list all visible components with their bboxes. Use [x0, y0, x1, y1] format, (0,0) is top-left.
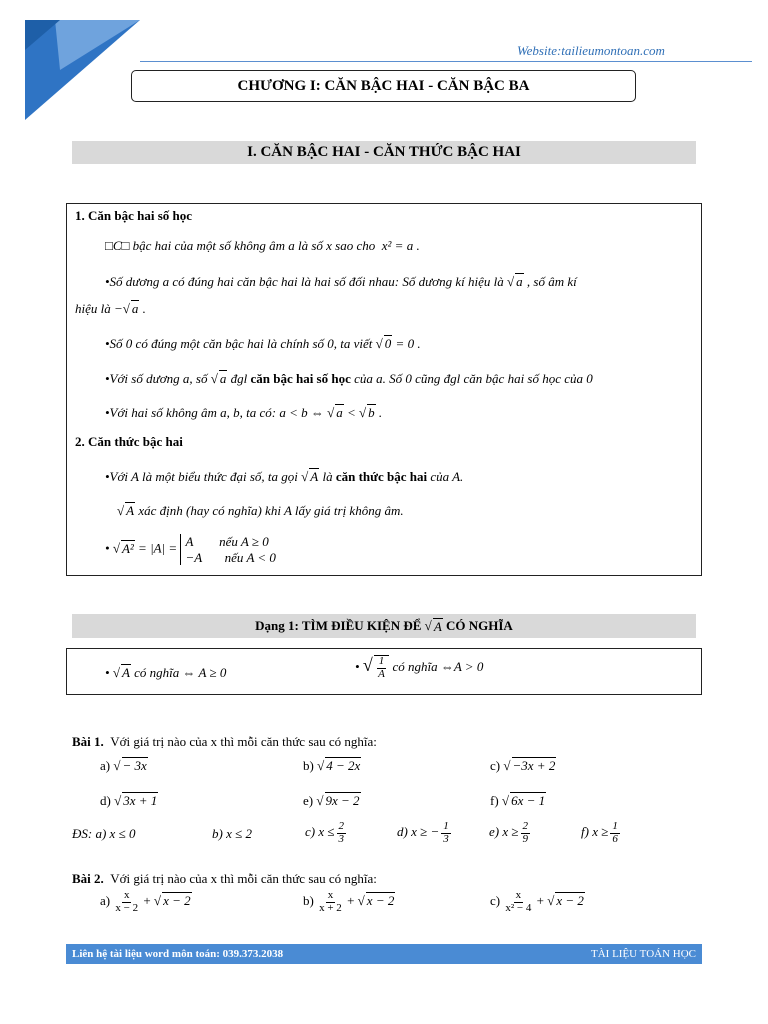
two-roots-line: •Số dương a có đúng hai căn bậc hai là hai số đối nhau: Số dương kí hiệu là √ a , số âm kí	[105, 274, 577, 289]
exercise-1-item: b) √ 4 − 2x	[303, 758, 361, 773]
footer-contact: Liên hệ tài liệu word môn toán: 039.373.2038	[72, 948, 284, 960]
exercise-1-item: d) √ 3x + 1	[100, 793, 158, 808]
condition-2: • √ $\frac{1}{A}$ có nghĩa ⇔A > 0	[355, 655, 484, 680]
heading-radical: 2. Căn thức bậc hai	[75, 434, 183, 449]
exercise-2-item: a) $\frac{x}{x - 2}$ + √ x − 2	[100, 889, 191, 914]
radical-def-line: •Với A là một biểu thức đại số, ta gọi √ A là căn thức bậc hai của A.	[105, 469, 464, 484]
domain-line: √ A xác định (hay có nghĩa) khi A lấy giá trị không âm.	[117, 503, 404, 518]
answer-f: f) x ≥ $\frac{1}{6}$	[581, 820, 618, 845]
two-roots-line-cont: hiệu là −√ a .	[75, 301, 146, 316]
answer-c: c) x ≤ $\frac{2}{3}$	[305, 820, 345, 845]
chapter-title: CHƯƠNG I: CĂN BẬC HAI - CĂN BẬC BA	[131, 70, 636, 102]
answer-e: e) x ≥ $\frac{2}{9}$	[489, 820, 529, 845]
condition-box	[66, 648, 702, 695]
answer-b: b) x ≤ 2	[212, 826, 252, 841]
type1-title: Dạng 1: TÌM ĐIỀU KIỆN ĐỂ √ A CÓ NGHĨA	[72, 614, 696, 638]
theory-box	[66, 203, 702, 576]
heading-square-root: 1. Căn bậc hai số học	[75, 208, 193, 223]
website-link[interactable]: Website:tailieumontoan.com	[517, 43, 665, 58]
exercise-2-item: b) $\frac{x}{x + 2}$ + √ x − 2	[303, 889, 395, 914]
corner-decoration	[0, 0, 140, 120]
answer-d: d) x ≥ − $\frac{1}{3}$	[397, 820, 449, 845]
exercise-1-title: Bài 1. Với giá trị nào của x thì mỗi căn thức sau có nghĩa:	[72, 734, 377, 749]
abs-identity-line: • √ A² = |A| = A nếu A ≥ 0 −A nếu A < 0	[105, 534, 276, 565]
definition-line: □C□ bậc hai của một số không âm a là số x sao cho x² = a .	[105, 238, 420, 253]
header-rule	[140, 61, 752, 62]
exercise-1-item: f) √ 6x − 1	[490, 793, 546, 808]
footer-brand: TÀI LIỆU TOÁN HỌC	[591, 948, 696, 960]
exercise-1-item: e) √ 9x − 2	[303, 793, 360, 808]
section-title: I. CĂN BẬC HAI - CĂN THỨC BẬC HAI	[72, 141, 696, 164]
zero-root-line: •Số 0 có đúng một căn bậc hai là chính số 0, ta viết √ 0 = 0 .	[105, 336, 421, 351]
exercise-2-title: Bài 2. Với giá trị nào của x thì mỗi căn thức sau có nghĩa:	[72, 871, 377, 886]
exercise-1-item: c) √ −3x + 2	[490, 758, 556, 773]
footer-bar	[66, 944, 702, 964]
exercise-2-item: c) $\frac{x}{\text{x² − 4}}$ + √ x − 2	[490, 889, 584, 914]
principal-root-line: •Với số dương a, số √ a đgl căn bậc hai số học của a. Số 0 cũng đgl căn bậc hai số học của 0	[105, 371, 593, 386]
comparison-line: •Với hai số không âm a, b, ta có: a < b ⇔ √ a < √ b .	[105, 405, 383, 420]
condition-1: • √ A có nghĩa ⇔ A ≥ 0	[105, 665, 227, 680]
exercise-1-answers: ĐS: a) x ≤ 0	[72, 826, 136, 841]
exercise-1-item: a) √ − 3x	[100, 758, 147, 773]
